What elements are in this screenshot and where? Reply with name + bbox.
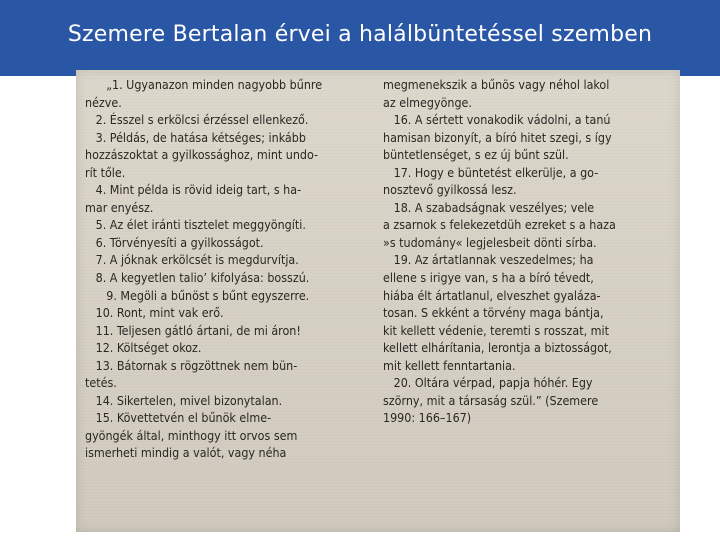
text-line: nosztevő gyilkossá lesz. [383,182,517,198]
text-line: 8. A kegyetlen talio’ kifolyása: bosszú. [85,270,310,286]
text-line: 13. Bátornak s rögzöttnek nem bün- [85,357,298,373]
text-line: 2. Ésszel s erkölcsi érzéssel ellenkező. [85,112,309,128]
text-line: megmenekszik a bűnös vagy néhol lakol [383,77,610,92]
text-line: 6. Törvényesíti a gyilkosságot. [85,234,264,250]
text-line: 9. Megöli a bűnöst s bűnt egyszerre. [85,287,310,303]
text-line: 10. Ront, mint vak erő. [85,305,224,321]
text-line: 16. A sértett vonakodik vádolni, a tanú [383,112,611,128]
text-line: 20. Oltára vérpad, papja hóhér. Egy [383,375,593,391]
text-line: rít tőle. [85,164,126,180]
text-line: hozzászoktat a gyilkossághoz, mint undo- [85,147,319,163]
text-line: 11. Teljesen gátló ártani, de mi áron! [85,322,301,338]
text-line: 14. Sikertelen, mivel bizonytalan. [85,392,283,408]
text-line: »s tudomány« legjelesbeit dönti sírba. [383,234,597,250]
left-column [85,76,377,462]
text-line: 3. Példás, de hatása kétséges; inkább [85,129,306,145]
scanned-text-image [76,70,680,532]
slide-title: Szemere Bertalan érvei a halálbüntetéssel szemben [67,22,653,47]
text-line: mit kellett fenntartania. [383,357,516,373]
text-line: 18. A szabadságnak veszélyes; vele [383,199,595,215]
text-line: nézve. [85,94,122,110]
text-line: 17. Hogy e büntetést elkerülje, a go- [383,164,599,180]
text-line: 4. Mint példa is rövid ideig tart, s ha- [85,182,302,198]
text-line: 1990: 166–167) [383,410,472,426]
right-column [383,76,675,427]
text-line: ellene s irigye van, s ha a bíró tévedt, [383,270,594,286]
text-line: mar enyész. [85,199,154,215]
text-line: az elmegyönge. [383,94,472,110]
text-line: a zsarnok s felekezetdüh ezreket s a haza [383,217,616,233]
text-line: ismerheti mindig a valót, vagy néha [85,445,287,461]
text-line: 15. Követtetvén el bűnök elme- [85,410,272,426]
text-line: 7. A jóknak erkölcsét is megdurvítja. [85,252,299,268]
text-line: 12. Költséget okoz. [85,340,202,356]
text-line: gyöngék által, minthogy itt orvos sem [85,427,298,443]
text-line: tosan. S ekként a törvény maga bántja, [383,305,604,321]
text-line: kellett elhárítania, lerontja a biztosságot, [383,340,612,356]
text-line: tetés. [85,375,117,391]
text-line: hamisan bizonyít, a bíró hitet szegi, s így [383,129,612,145]
text-line: „1. Ugyanazon minden nagyobb bűnre [85,77,323,92]
text-line: kit kellett védenie, teremti s rosszat, mit [383,322,609,338]
text-line: hiába élt ártatlanul, elveszhet gyaláza- [383,287,601,303]
text-line: büntetlenséget, s ez új bűnt szül. [383,147,569,163]
text-line: szörny, mit a társaság szül.” (Szemere [383,392,599,408]
text-line: 19. Az ártatlannak veszedelmes; ha [383,252,594,268]
text-line: 5. Az élet iránti tisztelet meggyöngíti. [85,217,306,233]
